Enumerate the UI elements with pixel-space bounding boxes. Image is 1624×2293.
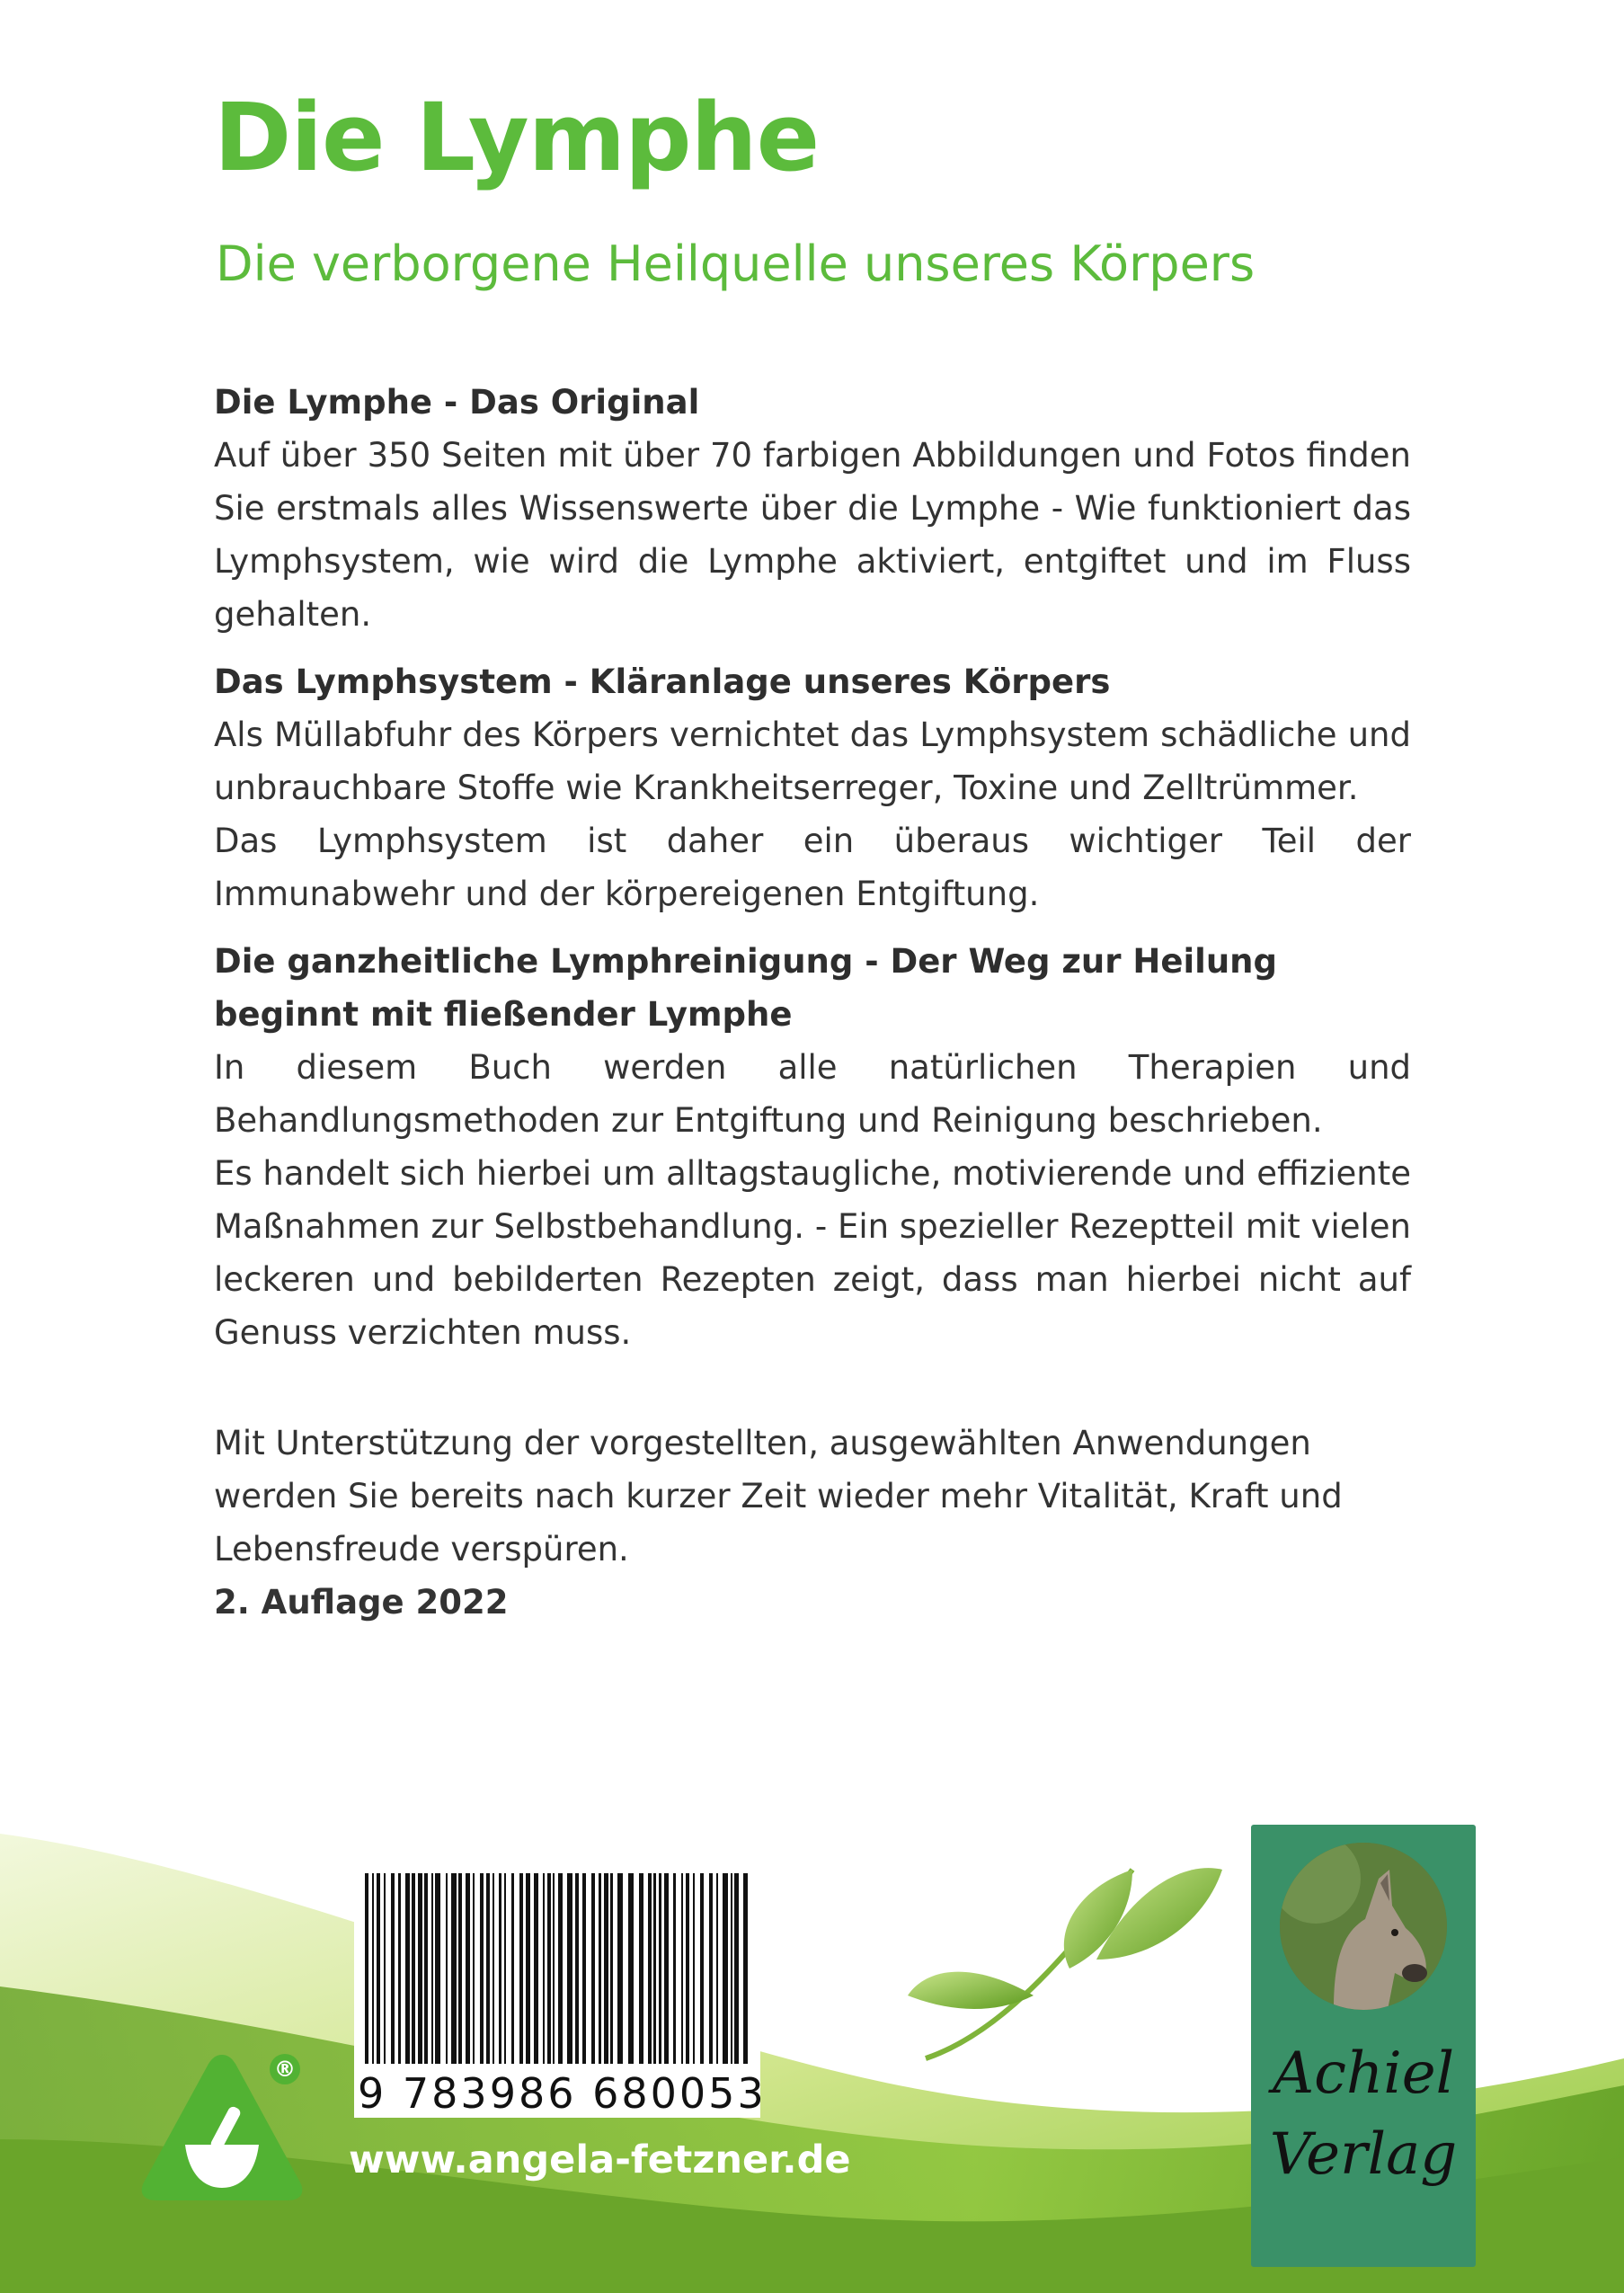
barcode-bar — [526, 1873, 530, 2064]
barcode-bar — [451, 1873, 457, 2064]
section-paragraph: Als Müllabfuhr des Körpers vernichtet das Lymphsystem schädliche und unbrauchbare Stoffe wie Krankheitserreger, Toxine und Zelltrümmer. — [214, 715, 1411, 807]
barcode-bar — [435, 1873, 440, 2064]
barcode-bar — [377, 1873, 380, 2064]
barcode-bar — [547, 1873, 551, 2064]
barcode-bar — [458, 1873, 462, 2064]
section-paragraph: In diesem Buch werden alle natürlichen Therapien und Behandlungsmethoden zur Entgiftung und Reinigung beschrieben. — [214, 1048, 1411, 1140]
barcode-bar — [543, 1873, 545, 2064]
barcode-bar — [591, 1873, 595, 2064]
barcode-bar — [599, 1873, 601, 2064]
section-paragraph: Das Lymphsystem ist daher ein überaus wichtiger Teil der Immunabwehr und der körpereigenen Entgiftung. — [214, 822, 1411, 913]
barcode-bar — [681, 1873, 683, 2064]
barcode-bar — [398, 1873, 401, 2064]
barcode-bar — [700, 1873, 704, 2064]
barcode-bar — [466, 1873, 470, 2064]
barcode-bar — [365, 1873, 368, 2064]
website-url[interactable]: www.angela-fetzner.de — [349, 2137, 851, 2182]
section-heading: Die ganzheitliche Lymphreinigung - Der Weg zur Heilung beginnt mit fließender Lymphe — [214, 942, 1277, 1034]
barcode-bar — [480, 1873, 484, 2064]
section-original — [214, 376, 1411, 641]
section-heading: Die Lymphe - Das Original — [214, 383, 700, 422]
barcode-bar — [504, 1873, 506, 2064]
barcode-bar — [709, 1873, 713, 2064]
closing-block — [214, 1417, 1411, 1629]
barcode-bar — [673, 1873, 676, 2064]
section-heading: Das Lymphsystem - Kläranlage unseres Körpers — [214, 662, 1111, 701]
barcode-bar — [664, 1873, 669, 2064]
barcode-bar — [384, 1873, 386, 2064]
closing-text: Mit Unterstützung der vorgestellten, ausgewählten Anwendungen werden Sie bereits nach kurzer Zeit wieder mehr Vitalität, Kraft und Lebensfreude verspüren. — [214, 1424, 1343, 1569]
publisher-name-line1: Achiel — [1272, 2040, 1455, 2107]
barcode-bar — [610, 1873, 613, 2064]
blurb-content — [214, 376, 1411, 1629]
barcode-bar — [424, 1873, 428, 2064]
barcode-bar — [653, 1873, 656, 2064]
barcode-bar — [639, 1873, 643, 2064]
barcode-bar — [731, 1873, 732, 2064]
barcode-bar — [534, 1873, 538, 2064]
barcode-bar — [686, 1873, 689, 2064]
book-subtitle: Die verborgene Heilquelle unseres Körpers — [216, 236, 1256, 292]
section-lymphreinigung — [214, 935, 1411, 1359]
barcode-bar — [734, 1873, 739, 2064]
edition-label: 2. Auflage 2022 — [214, 1583, 509, 1622]
barcode-bar — [499, 1873, 501, 2064]
barcode-bar — [604, 1873, 608, 2064]
barcode-bar — [391, 1873, 395, 2064]
donkey-photo — [1280, 1843, 1447, 2010]
barcode-bar — [446, 1873, 448, 2064]
barcode-bar — [617, 1873, 623, 2064]
barcode-bar — [628, 1873, 634, 2064]
publisher-name-line2: Verlag — [1269, 2121, 1458, 2188]
barcode-bar — [405, 1873, 410, 2064]
barcode-bar — [372, 1873, 374, 2064]
barcode-bar — [575, 1873, 579, 2064]
section-paragraph: Auf über 350 Seiten mit über 70 farbigen Abbildungen und Fotos finden Sie erstmals alles Wissenswerte über die Lymphe - Wie funktioniert das Lymphsystem, wie wird die Lymphe aktiviert, entgiftet und im Fluss gehalten. — [214, 436, 1411, 634]
barcode-bar — [693, 1873, 695, 2064]
barcode-bar — [473, 1873, 475, 2064]
barcode-bar — [558, 1873, 563, 2064]
barcode-bar — [659, 1873, 661, 2064]
barcode-bar — [567, 1873, 572, 2064]
barcode-bar — [431, 1873, 433, 2064]
barcode-bar — [493, 1873, 494, 2064]
barcode-bar — [511, 1873, 514, 2064]
barcode-bar — [716, 1873, 718, 2064]
barcode-bar — [553, 1873, 555, 2064]
barcode-bar — [519, 1873, 523, 2064]
barcode-bar — [418, 1873, 422, 2064]
barcode-bar — [648, 1873, 652, 2064]
publisher-badge — [1251, 1825, 1476, 2267]
isbn-digits: 9 783986 680053 — [358, 2069, 767, 2118]
section-paragraph: Es handelt sich hierbei um alltagstaugliche, motivierende und effiziente Maßnahmen zur Selbstbehandlung. - Ein spezieller Rezeptteil mit vielen leckeren und bebilderten Rezepten zeigt, dass man hierbei nicht auf Genuss verzichten muss. — [214, 1154, 1411, 1352]
barcode-bar — [412, 1873, 415, 2064]
section-lymphsystem — [214, 655, 1411, 920]
barcode-bar — [743, 1873, 748, 2064]
barcode-bar — [582, 1873, 586, 2064]
book-title: Die Lymphe — [214, 83, 820, 192]
barcode-bar — [486, 1873, 490, 2064]
barcode-bar — [723, 1873, 728, 2064]
registered-mark: ® — [270, 2054, 300, 2084]
